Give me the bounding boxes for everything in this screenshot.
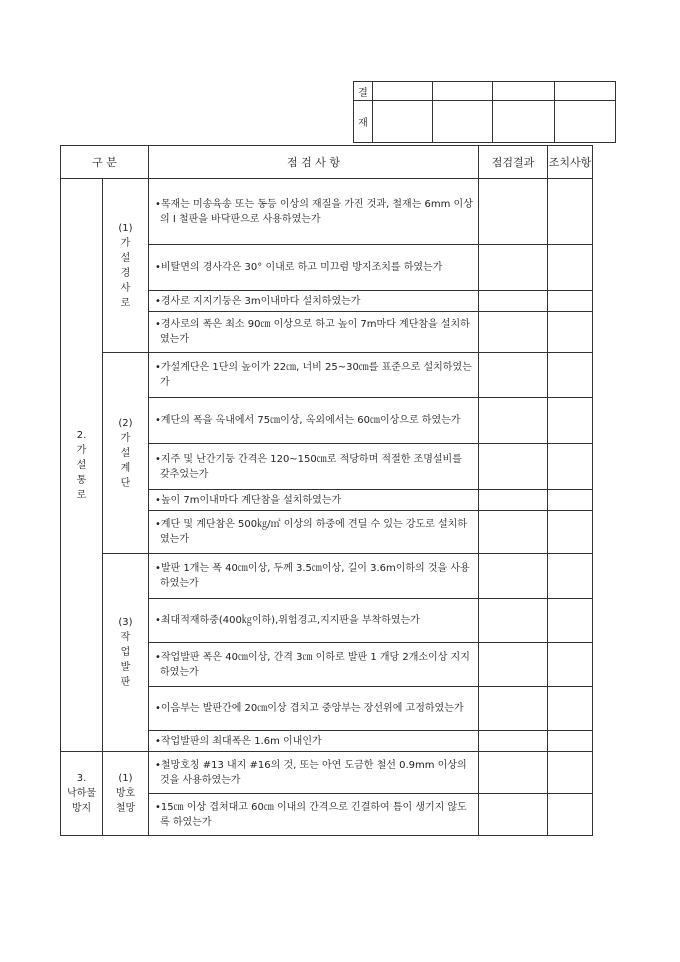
checklist-row xyxy=(61,554,593,599)
action-cell[interactable] xyxy=(548,794,593,836)
result-cell[interactable] xyxy=(479,245,548,291)
check-item xyxy=(149,731,479,752)
inspection-checklist-table xyxy=(60,145,593,836)
check-item xyxy=(149,245,479,291)
check-item xyxy=(149,398,479,444)
check-item-text: •가설계단은 1단의 높이가 22㎝, 너비 25~30㎝를 표준으로 설치하였는가 xyxy=(155,362,472,388)
result-cell[interactable] xyxy=(479,444,548,490)
action-cell[interactable] xyxy=(548,643,593,687)
action-cell[interactable] xyxy=(548,752,593,794)
check-item-text: •계단의 폭을 옥내에서 75㎝이상, 옥외에서는 60㎝이상으로 하였는가 xyxy=(155,415,461,426)
check-item xyxy=(149,752,479,794)
checklist-row xyxy=(61,752,593,794)
check-item-text: •목재는 미송육송 또는 동등 이상의 재질을 가진 것과, 철재는 6mm 이상의 I 철판을 바닥판으로 사용하였는가 xyxy=(155,198,473,225)
result-cell[interactable] xyxy=(479,794,548,836)
signature-cell[interactable] xyxy=(555,101,616,143)
check-item-text: •발판 1개는 폭 40㎝이상, 두께 3.5㎝이상, 길이 3.6m이하의 것을 사용하였는가 xyxy=(155,563,470,589)
check-item-text: •철망호칭 #13 내지 #16의 것, 또는 아연 도금한 철선 0.9mm 이상의 것을 사용하였는가 xyxy=(155,759,467,786)
check-item-text: •지주 및 난간기둥 간격은 120~150㎝로 적당하며 적절한 조명설비를 갖추었는가 xyxy=(155,453,462,480)
result-cell[interactable] xyxy=(479,511,548,554)
check-item-text: •최대적재하중(400㎏이하),위험경고,지지판을 부착하였는가 xyxy=(155,615,420,626)
action-cell[interactable] xyxy=(548,490,593,511)
signature-cell[interactable] xyxy=(433,101,493,143)
check-item-text: •이음부는 발판간에 20㎝이상 겹치고 중앙부는 장선위에 고정하였는가 xyxy=(155,703,464,714)
action-cell[interactable] xyxy=(548,554,593,599)
check-item xyxy=(149,511,479,554)
checklist-row xyxy=(61,353,593,398)
check-item-text: •경사로 지지기둥은 3m이내마다 설치하였는가 xyxy=(155,295,361,307)
result-cell[interactable] xyxy=(479,599,548,643)
section-category: 3. 낙하물 방지 xyxy=(61,752,103,836)
action-cell[interactable] xyxy=(548,687,593,731)
result-cell[interactable] xyxy=(479,398,548,444)
action-cell[interactable] xyxy=(548,398,593,444)
approval-cell[interactable] xyxy=(555,82,616,101)
action-cell[interactable] xyxy=(548,444,593,490)
section-category: 2. 가 설 통 로 xyxy=(61,179,103,752)
check-item-text: •비탈면의 경사각은 30° 이내로 하고 미끄럼 방지조치를 하였는가 xyxy=(155,262,443,273)
result-cell[interactable] xyxy=(479,490,548,511)
check-item xyxy=(149,444,479,490)
result-cell[interactable] xyxy=(479,687,548,731)
approval-cell[interactable] xyxy=(433,82,493,101)
header-action: 조치사항 xyxy=(548,146,593,179)
approval-label-bottom: 재 xyxy=(354,101,373,143)
result-cell[interactable] xyxy=(479,353,548,398)
header-items: 점 검 사 항 xyxy=(149,146,479,179)
subsection-label: (2) 가 설 계 단 xyxy=(103,353,149,554)
check-item-text: •경사로의 폭은 최소 90㎝ 이상으로 하고 높이 7m마다 계단참을 설치하였는가 xyxy=(155,319,470,345)
check-item xyxy=(149,353,479,398)
check-item xyxy=(149,179,479,245)
result-cell[interactable] xyxy=(479,291,548,312)
action-cell[interactable] xyxy=(548,179,593,245)
approval-cell[interactable] xyxy=(373,82,433,101)
approval-box xyxy=(353,81,616,143)
check-item xyxy=(149,643,479,687)
approval-cell[interactable] xyxy=(493,82,555,101)
result-cell[interactable] xyxy=(479,731,548,752)
result-cell[interactable] xyxy=(479,179,548,245)
header-category: 구 분 xyxy=(61,146,149,179)
check-item xyxy=(149,312,479,353)
check-item xyxy=(149,599,479,643)
check-item-text: •높이 7m이내마다 계단참을 설치하였는가 xyxy=(155,494,342,506)
action-cell[interactable] xyxy=(548,599,593,643)
check-item-text: •계단 및 계단참은 500㎏/㎡ 이상의 하중에 견딜 수 있는 강도로 설치하였는가 xyxy=(155,519,467,545)
checklist-row xyxy=(61,179,593,245)
check-item xyxy=(149,490,479,511)
signature-cell[interactable] xyxy=(373,101,433,143)
check-item xyxy=(149,554,479,599)
table-header-row xyxy=(61,146,593,179)
subsection-label: (1) 가 설 경 사 로 xyxy=(103,179,149,353)
action-cell[interactable] xyxy=(548,511,593,554)
action-cell[interactable] xyxy=(548,353,593,398)
subsection-label: (1) 방호 철망 xyxy=(103,752,149,836)
subsection-label: (3) 작 업 발 판 xyxy=(103,554,149,752)
result-cell[interactable] xyxy=(479,312,548,353)
check-item-text: •작업발판의 최대폭은 1.6m 이내인가 xyxy=(155,735,322,747)
check-item xyxy=(149,794,479,836)
result-cell[interactable] xyxy=(479,752,548,794)
action-cell[interactable] xyxy=(548,731,593,752)
approval-label-top: 결 xyxy=(354,82,373,101)
check-item-text: •작업발판 폭은 40㎝이상, 간격 3㎝ 이하로 발판 1 개당 2개소이상 지지하였는가 xyxy=(155,651,470,678)
signature-cell[interactable] xyxy=(493,101,555,143)
header-result: 점검결과 xyxy=(479,146,548,179)
result-cell[interactable] xyxy=(479,554,548,599)
result-cell[interactable] xyxy=(479,643,548,687)
action-cell[interactable] xyxy=(548,312,593,353)
check-item-text: •15㎝ 이상 겹쳐대고 60㎝ 이내의 간격으로 긴결하여 틈이 생기지 않도록 하였는가 xyxy=(155,801,467,828)
action-cell[interactable] xyxy=(548,245,593,291)
check-item xyxy=(149,687,479,731)
check-item xyxy=(149,291,479,312)
action-cell[interactable] xyxy=(548,291,593,312)
